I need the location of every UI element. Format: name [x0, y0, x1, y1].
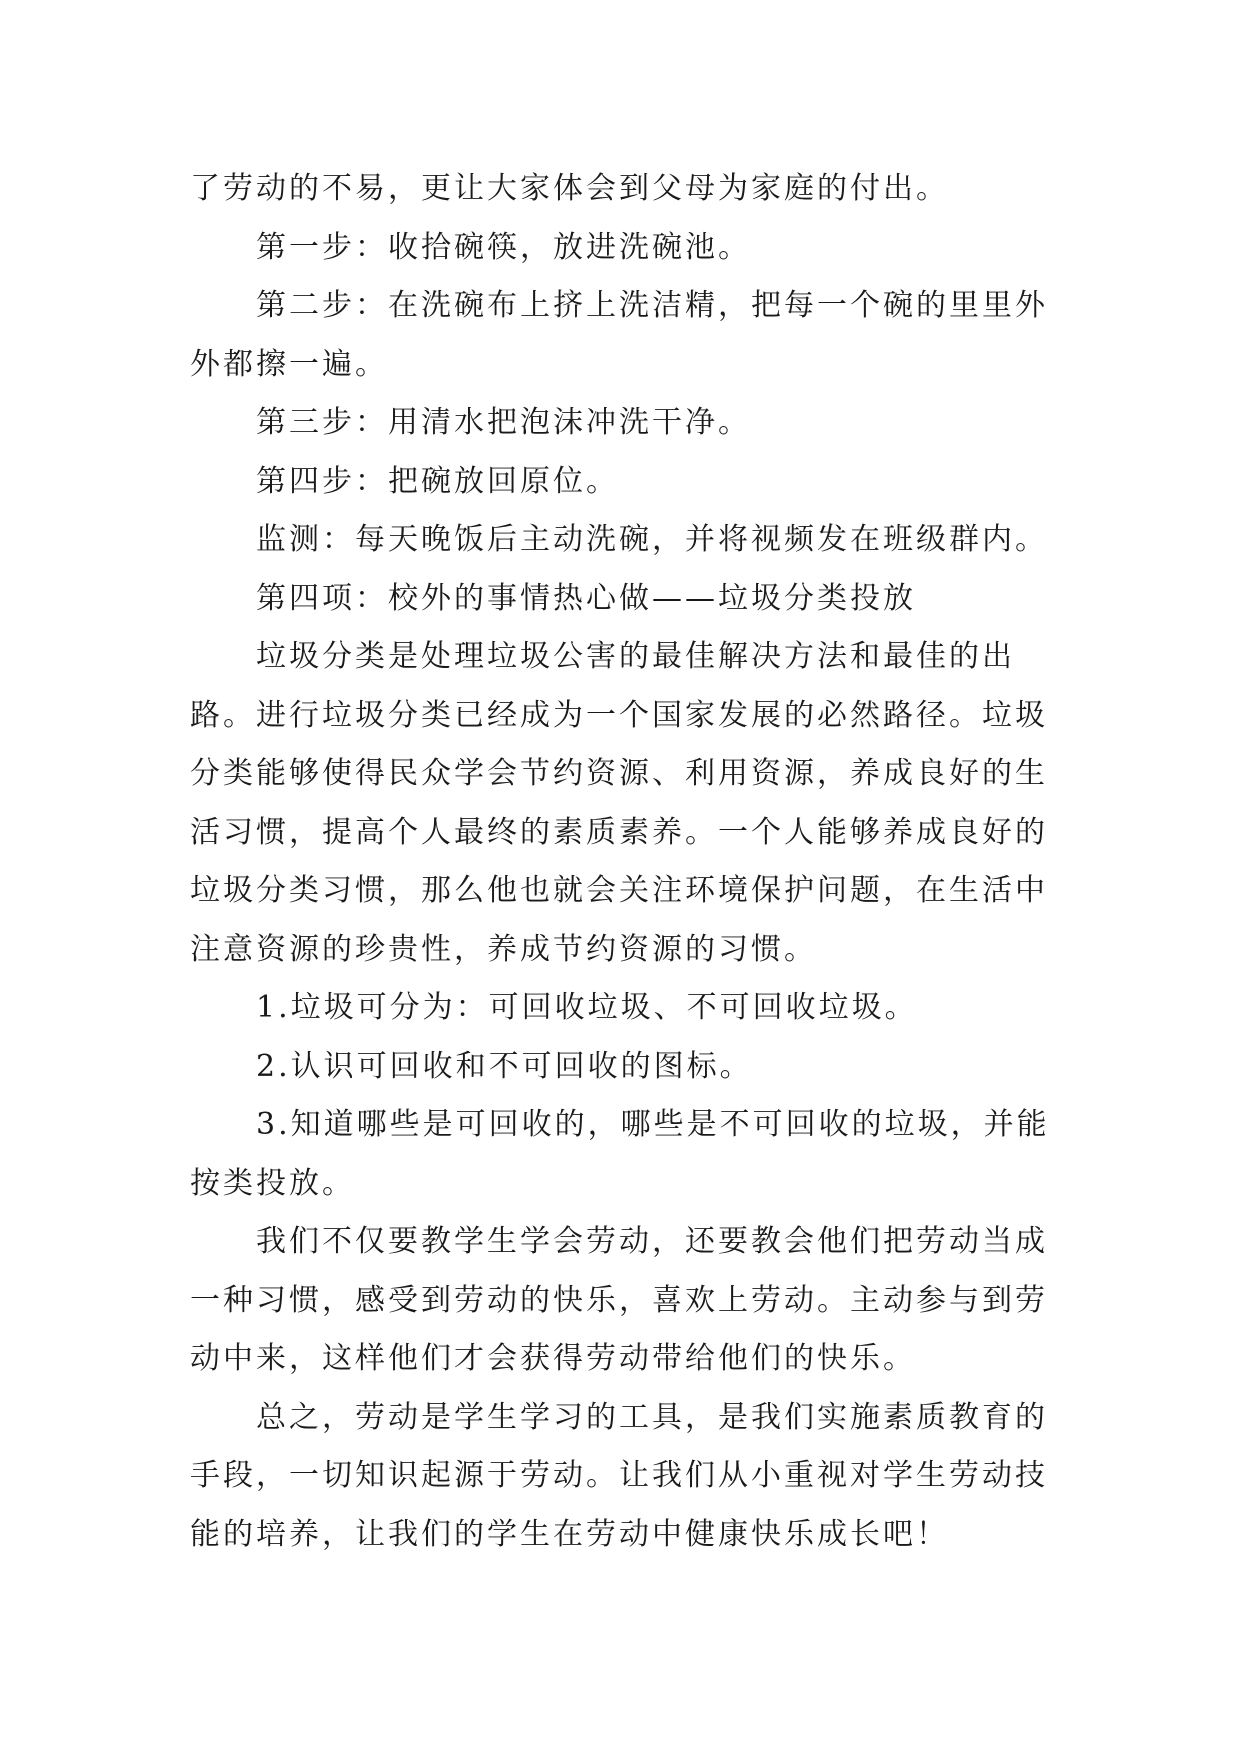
- text-line: 总之，劳动是学生学习的工具，是我们实施素质教育的: [256, 1399, 1048, 1435]
- text-line: 手段，一切知识起源于劳动。让我们从小重视对学生劳动技: [190, 1458, 1048, 1493]
- list-item: 3.知道哪些是可回收的，哪些是不可回收的垃圾，并能: [256, 1107, 1050, 1142]
- list-item: 1.垃圾可分为：可回收垃圾、不可回收垃圾。: [256, 990, 918, 1025]
- text-line: 活习惯，提高个人最终的素质素养。一个人能够养成良好的: [190, 814, 1048, 850]
- list-item: 2.认识可回收和不可回收的图标。: [256, 1048, 753, 1084]
- text-line: 第三步：用清水把泡沫冲洗干净。: [256, 405, 751, 440]
- text-line: 注意资源的珍贵性，养成节约资源的习惯。: [190, 931, 817, 967]
- text-line: 了劳动的不易，更让大家体会到父母为家庭的付出。: [190, 171, 949, 206]
- text-line: 垃圾分类是处理垃圾公害的最佳解决方法和最佳的出: [256, 639, 1015, 674]
- text-line: 一种习惯，感受到劳动的快乐，喜欢上劳动。主动参与到劳: [190, 1282, 1048, 1318]
- text-line: 分类能够使得民众学会节约资源、利用资源，养成良好的生: [190, 756, 1048, 791]
- text-line: 第一步：收拾碗筷，放进洗碗池。: [256, 229, 751, 265]
- text-line: 动中来，这样他们才会获得劳动带给他们的快乐。: [190, 1341, 916, 1376]
- text-line: 外都擦一遍。: [190, 346, 388, 382]
- text-line: 按类投放。: [190, 1165, 355, 1201]
- text-line: 监测：每天晚饭后主动洗碗，并将视频发在班级群内。: [256, 522, 1048, 557]
- text-line: 第二步：在洗碗布上挤上洗洁精，把每一个碗的里里外: [256, 288, 1048, 323]
- text-line: 我们不仅要教学生学会劳动，还要教会他们把劳动当成: [256, 1224, 1048, 1259]
- section-heading: 第四项：校外的事情热心做——垃圾分类投放: [256, 580, 916, 616]
- text-line: 能的培养，让我们的学生在劳动中健康快乐成长吧！: [190, 1516, 949, 1552]
- text-line: 路。进行垃圾分类已经成为一个国家发展的必然路径。垃圾: [190, 697, 1048, 733]
- text-line: 垃圾分类习惯，那么他也就会关注环境保护问题，在生活中: [190, 873, 1048, 908]
- document-body: [190, 160, 1060, 1564]
- text-line: 第四步：把碗放回原位。: [256, 463, 619, 499]
